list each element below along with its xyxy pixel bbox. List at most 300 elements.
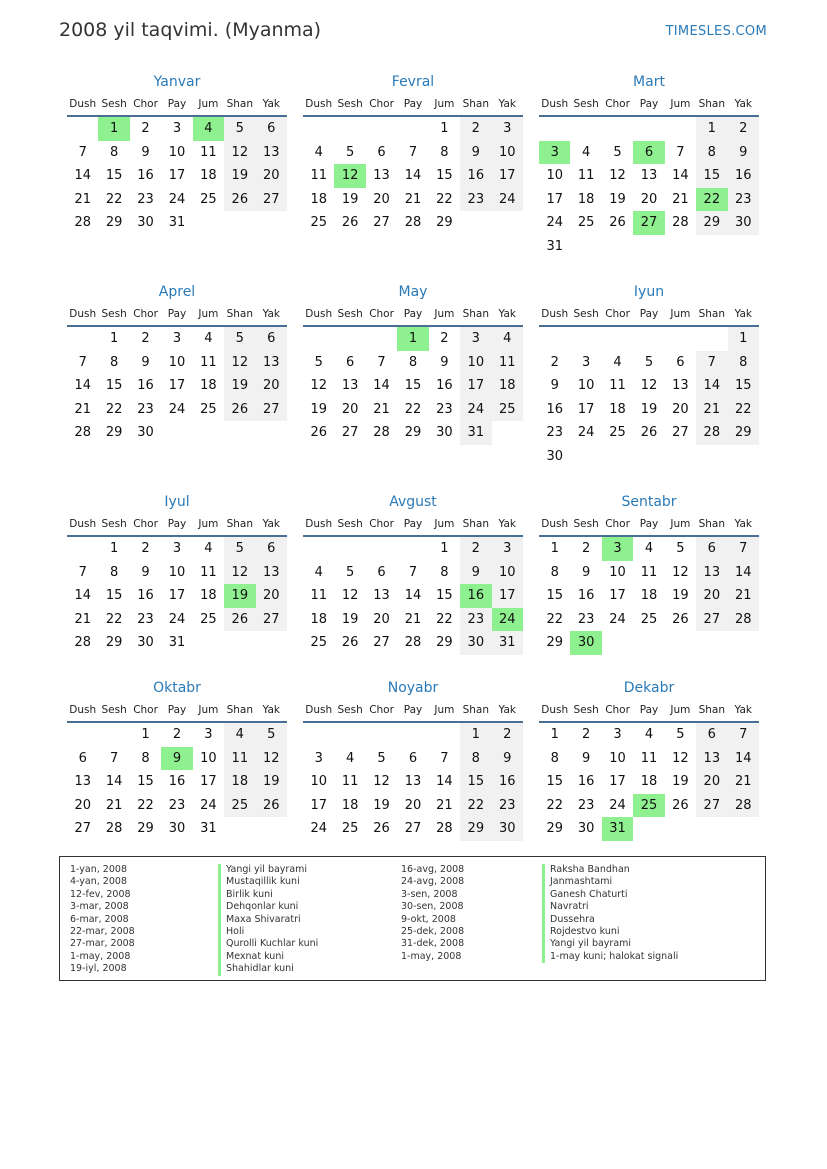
day-cell: 11 [577, 168, 595, 184]
day-cell: 19 [341, 191, 359, 207]
day-cell: 21 [74, 191, 91, 207]
day-cell: 4 [204, 331, 213, 346]
legend-holiday-name: Shahidlar kuni [218, 963, 318, 975]
day-cell: 19 [672, 774, 689, 790]
day-cell: 13 [74, 774, 91, 790]
weekday-label: Sesh [337, 308, 363, 320]
week-row [67, 164, 287, 188]
day-cell: 8 [141, 750, 150, 766]
weekday-label: Pay [639, 704, 659, 716]
month-iyul [67, 491, 287, 655]
brand-logo-link[interactable]: TIMESLES.COM [665, 24, 767, 39]
weekday-label: Chor [133, 98, 158, 110]
weekday-label: Jum [434, 704, 455, 716]
weekday-label: Jum [670, 308, 691, 320]
day-cell: 20 [256, 584, 287, 608]
day-cell: 31 [168, 215, 186, 231]
weekday-label: Dush [541, 308, 569, 320]
day-cell: 16 [460, 164, 491, 188]
day-cell: 22 [546, 797, 563, 813]
day-cell: 25 [310, 635, 327, 651]
empty-cell [193, 211, 224, 235]
weekday-label: Dush [69, 98, 97, 110]
empty-cell [334, 723, 365, 747]
week-row [539, 794, 759, 818]
day-cell: 29 [728, 421, 759, 445]
day-cell: 6 [676, 354, 685, 370]
weekday-header [67, 303, 287, 327]
day-cell: 27 [341, 425, 359, 441]
weekday-label: Pay [403, 308, 423, 320]
day-cell: 13 [404, 774, 422, 790]
week-row [303, 537, 523, 561]
day-cell: 4 [644, 727, 654, 742]
day-cell: 11 [492, 351, 523, 375]
week-row [303, 421, 523, 445]
day-cell: 31 [200, 821, 217, 837]
day-cell: 10 [168, 564, 186, 580]
day-cell: 22 [460, 794, 491, 818]
empty-cell [728, 631, 759, 655]
week-row [303, 351, 523, 375]
day-cell: 6 [78, 750, 87, 766]
day-cell: 8 [460, 747, 491, 771]
week-row [303, 608, 523, 632]
legend-holiday-name: Dussehra [542, 914, 678, 926]
day-cell: 27 [256, 398, 287, 422]
empty-cell [696, 235, 727, 259]
day-cell: 28 [74, 635, 91, 651]
day-cell: 22 [696, 188, 727, 212]
day-cell: 4 [613, 354, 622, 370]
week-row [539, 817, 759, 841]
day-cell: 28 [105, 821, 123, 837]
day-cell: 12 [224, 561, 255, 585]
week-row [303, 817, 523, 841]
empty-cell [256, 631, 287, 655]
day-cell: 17 [460, 374, 491, 398]
weekday-label: Pay [403, 98, 423, 110]
day-cell: 19 [341, 611, 359, 627]
empty-cell [429, 723, 460, 747]
day-cell: 13 [373, 588, 390, 604]
day-cell: 7 [377, 354, 386, 370]
day-cell: 13 [256, 561, 287, 585]
empty-cell [696, 327, 727, 351]
day-cell: 8 [109, 144, 119, 160]
holiday-legend [59, 856, 766, 981]
day-cell: 1 [696, 117, 727, 141]
day-cell: 23 [168, 797, 186, 813]
day-cell: 3 [172, 331, 182, 346]
legend-dates-left [70, 864, 135, 976]
day-cell: 20 [373, 191, 390, 207]
day-cell: 13 [256, 351, 287, 375]
day-cell: 8 [550, 564, 559, 580]
empty-cell [67, 723, 98, 747]
day-cell: 26 [373, 821, 390, 837]
month-aprel [67, 281, 287, 445]
empty-cell [665, 445, 696, 469]
day-cell: 30 [168, 821, 186, 837]
empty-cell [256, 421, 287, 445]
day-cell: 5 [224, 117, 255, 141]
empty-cell [602, 445, 633, 469]
day-cell: 3 [602, 537, 633, 561]
day-cell: 24 [546, 215, 563, 231]
day-cell: 30 [137, 215, 154, 231]
weekday-label: Pay [403, 518, 423, 530]
empty-cell [492, 211, 523, 235]
day-cell: 10 [492, 141, 523, 165]
week-row [539, 141, 759, 165]
weekday-label: Yak [734, 98, 752, 110]
day-cell: 28 [373, 425, 390, 441]
day-cell: 8 [109, 354, 119, 370]
day-cell: 5 [314, 354, 323, 370]
legend-holiday-name: Holi [218, 926, 318, 938]
week-row [303, 584, 523, 608]
empty-cell [570, 445, 601, 469]
day-cell: 22 [436, 191, 453, 207]
month-name: May [398, 284, 428, 300]
weekday-label: Pay [167, 98, 187, 110]
day-cell: 5 [676, 727, 685, 742]
week-row [67, 747, 287, 771]
day-cell: 11 [609, 378, 626, 394]
day-cell: 27 [256, 188, 287, 212]
weekday-header [303, 513, 523, 537]
day-cell: 12 [672, 750, 689, 766]
week-row [539, 631, 759, 655]
day-cell: 20 [640, 191, 658, 207]
day-cell: 1 [98, 117, 129, 141]
empty-cell [366, 723, 397, 747]
weekday-label: Sesh [573, 704, 599, 716]
week-row [67, 421, 287, 445]
day-cell: 22 [728, 398, 759, 422]
empty-cell [602, 235, 633, 259]
day-cell: 10 [577, 378, 595, 394]
day-cell: 4 [644, 541, 654, 556]
day-cell: 21 [74, 401, 91, 417]
day-cell: 15 [404, 378, 422, 394]
day-cell: 23 [546, 425, 563, 441]
empty-cell [334, 117, 365, 141]
day-cell: 2 [141, 121, 150, 136]
day-cell: 15 [436, 588, 453, 604]
empty-cell [397, 537, 428, 561]
day-cell: 10 [168, 144, 186, 160]
week-row [303, 561, 523, 585]
month-name: Aprel [158, 284, 196, 300]
weekday-label: Chor [133, 518, 158, 530]
week-row [67, 561, 287, 585]
weekday-label: Dush [305, 98, 333, 110]
empty-cell [570, 327, 601, 351]
weekday-label: Shan [226, 308, 254, 320]
day-cell: 29 [404, 425, 422, 441]
day-cell: 28 [696, 421, 727, 445]
weekday-label: Chor [369, 704, 394, 716]
legend-holiday-name: Raksha Bandhan [542, 864, 678, 876]
day-cell: 7 [109, 750, 119, 766]
day-cell: 14 [696, 374, 727, 398]
day-cell: 17 [168, 588, 186, 604]
day-cell: 2 [581, 541, 591, 556]
week-row [303, 327, 523, 351]
week-row [67, 211, 287, 235]
day-cell: 4 [314, 144, 323, 160]
day-cell: 24 [460, 398, 491, 422]
day-cell: 23 [460, 608, 491, 632]
weekday-label: Jum [670, 704, 691, 716]
day-cell: 25 [200, 611, 217, 627]
week-row [539, 164, 759, 188]
weekday-label: Dush [305, 704, 333, 716]
weekday-label: Shan [698, 518, 726, 530]
weekday-header [539, 513, 759, 537]
month-name: Oktabr [153, 680, 201, 696]
week-row [303, 117, 523, 141]
week-row [303, 631, 523, 655]
weekday-label: Shan [462, 98, 490, 110]
day-cell: 12 [373, 774, 390, 790]
day-cell: 4 [193, 117, 224, 141]
day-cell: 27 [256, 608, 287, 632]
day-cell: 17 [168, 168, 186, 184]
day-cell: 26 [672, 797, 689, 813]
day-cell: 12 [672, 564, 689, 580]
weekday-label: Yak [498, 308, 516, 320]
day-cell: 1 [550, 541, 559, 556]
day-cell: 7 [728, 723, 759, 747]
day-cell: 13 [341, 378, 359, 394]
day-cell: 1 [440, 541, 449, 556]
day-cell: 20 [74, 797, 91, 813]
day-cell: 2 [728, 117, 759, 141]
day-cell: 9 [492, 747, 523, 771]
day-cell: 2 [141, 541, 150, 556]
day-cell: 20 [696, 770, 727, 794]
weekday-label: Sesh [573, 308, 599, 320]
empty-cell [665, 631, 696, 655]
weekday-label: Sesh [101, 518, 127, 530]
day-cell: 21 [728, 584, 759, 608]
day-cell: 2 [460, 537, 491, 561]
day-cell: 12 [256, 747, 287, 771]
day-cell: 7 [78, 354, 87, 370]
day-cell: 14 [74, 588, 91, 604]
weekday-label: Jum [670, 518, 691, 530]
day-cell: 27 [672, 425, 689, 441]
legend-date: 4-yan, 2008 [70, 876, 127, 888]
day-cell: 3 [492, 117, 523, 141]
weekday-label: Yak [262, 98, 280, 110]
weekday-label: Yak [262, 518, 280, 530]
day-cell: 29 [105, 635, 123, 651]
day-cell: 16 [577, 774, 595, 790]
day-cell: 14 [74, 168, 91, 184]
week-row [67, 537, 287, 561]
day-cell: 6 [408, 750, 418, 766]
day-cell: 2 [550, 354, 559, 370]
day-cell: 9 [141, 144, 150, 160]
weekday-label: Dush [305, 308, 333, 320]
day-cell: 14 [105, 774, 123, 790]
day-cell: 20 [256, 374, 287, 398]
day-cell: 16 [577, 588, 595, 604]
day-cell: 6 [377, 144, 386, 160]
empty-cell [303, 723, 334, 747]
day-cell: 11 [310, 168, 327, 184]
legend-holiday-name: Rojdestvo kuni [542, 926, 678, 938]
empty-cell [570, 235, 601, 259]
day-cell: 18 [609, 401, 626, 417]
weekday-header [539, 303, 759, 327]
day-cell: 27 [633, 211, 664, 235]
week-row [67, 631, 287, 655]
weekday-label: Chor [605, 518, 630, 530]
day-cell: 11 [200, 354, 217, 370]
week-row [67, 374, 287, 398]
day-cell: 19 [373, 797, 390, 813]
legend-date: 9-okt, 2008 [401, 913, 456, 925]
day-cell: 5 [224, 537, 255, 561]
day-cell: 30 [436, 425, 453, 441]
day-cell: 16 [492, 770, 523, 794]
day-cell: 26 [310, 425, 327, 441]
weekday-label: Pay [639, 98, 659, 110]
day-cell: 16 [728, 164, 759, 188]
day-cell: 23 [137, 191, 154, 207]
legend-date: 30-sen, 2008 [401, 901, 464, 913]
day-cell: 15 [105, 168, 123, 184]
day-cell: 12 [224, 141, 255, 165]
day-cell: 14 [404, 168, 422, 184]
day-cell: 11 [640, 564, 658, 580]
weekday-label: Chor [369, 98, 394, 110]
weekday-label: Pay [167, 518, 187, 530]
week-row [303, 164, 523, 188]
weekday-header [303, 93, 523, 117]
day-cell: 24 [310, 821, 327, 837]
day-cell: 29 [105, 425, 123, 441]
legend-date: 24-avg, 2008 [401, 876, 465, 888]
day-cell: 7 [78, 564, 87, 580]
day-cell: 6 [696, 723, 727, 747]
day-cell: 30 [137, 425, 154, 441]
weekday-label: Shan [226, 704, 254, 716]
month-yanvar [67, 71, 287, 235]
week-row [303, 398, 523, 422]
empty-cell [67, 537, 98, 561]
day-cell: 14 [672, 168, 689, 184]
day-cell: 9 [728, 141, 759, 165]
weekday-header [67, 93, 287, 117]
day-cell: 19 [224, 374, 255, 398]
legend-holiday-name: Birlik kuni [218, 889, 318, 901]
day-cell: 6 [633, 141, 664, 165]
empty-cell [303, 537, 334, 561]
day-cell: 3 [314, 750, 323, 766]
weekday-label: Pay [167, 308, 187, 320]
month-name: Dekabr [623, 680, 675, 696]
legend-holiday-name: Qurolli Kuchlar kuni [218, 938, 318, 950]
day-cell: 24 [609, 797, 626, 813]
weekday-label: Sesh [101, 98, 127, 110]
day-cell: 27 [696, 794, 727, 818]
day-cell: 23 [492, 794, 523, 818]
day-cell: 10 [546, 168, 563, 184]
day-cell: 19 [224, 584, 255, 608]
day-cell: 3 [204, 727, 213, 742]
legend-holiday-name: 1-may kuni; halokat signali [542, 951, 678, 963]
month-name: Yanvar [153, 74, 201, 90]
day-cell: 29 [696, 211, 727, 235]
weekday-label: Jum [670, 98, 691, 110]
week-row [67, 327, 287, 351]
week-row [67, 188, 287, 212]
week-row [539, 747, 759, 771]
empty-cell [696, 817, 727, 841]
day-cell: 27 [373, 215, 390, 231]
legend-date: 3-mar, 2008 [70, 901, 129, 913]
day-cell: 5 [613, 144, 622, 160]
day-cell: 2 [581, 727, 591, 742]
weekday-label: Shan [698, 98, 726, 110]
empty-cell [696, 631, 727, 655]
week-row [539, 211, 759, 235]
empty-cell [696, 445, 727, 469]
day-cell: 7 [676, 144, 685, 160]
day-cell: 1 [141, 727, 150, 742]
day-cell: 30 [546, 448, 563, 464]
day-cell: 2 [460, 117, 491, 141]
week-row [67, 723, 287, 747]
day-cell: 23 [577, 611, 595, 627]
day-cell: 9 [460, 561, 491, 585]
weekday-label: Yak [262, 704, 280, 716]
day-cell: 30 [137, 635, 154, 651]
day-cell: 26 [640, 425, 658, 441]
day-cell: 17 [168, 378, 186, 394]
day-cell: 26 [341, 635, 359, 651]
day-cell: 24 [168, 401, 186, 417]
day-cell: 16 [436, 378, 453, 394]
month-may [303, 281, 523, 445]
day-cell: 22 [105, 611, 123, 627]
day-cell: 24 [577, 425, 595, 441]
day-cell: 15 [696, 164, 727, 188]
day-cell: 11 [224, 747, 255, 771]
day-cell: 5 [224, 327, 255, 351]
weekday-label: Dush [541, 98, 569, 110]
day-cell: 18 [640, 774, 658, 790]
day-cell: 25 [224, 794, 255, 818]
day-cell: 30 [570, 631, 601, 655]
day-cell: 26 [609, 215, 626, 231]
month-mart [539, 71, 759, 259]
weekday-header [67, 699, 287, 723]
empty-cell [728, 445, 759, 469]
week-row [67, 398, 287, 422]
month-avgust [303, 491, 523, 655]
week-row [539, 445, 759, 469]
page-title: 2008 yil taqvimi. (Myanma) [59, 19, 322, 41]
day-cell: 22 [105, 191, 123, 207]
day-cell: 13 [672, 378, 689, 394]
